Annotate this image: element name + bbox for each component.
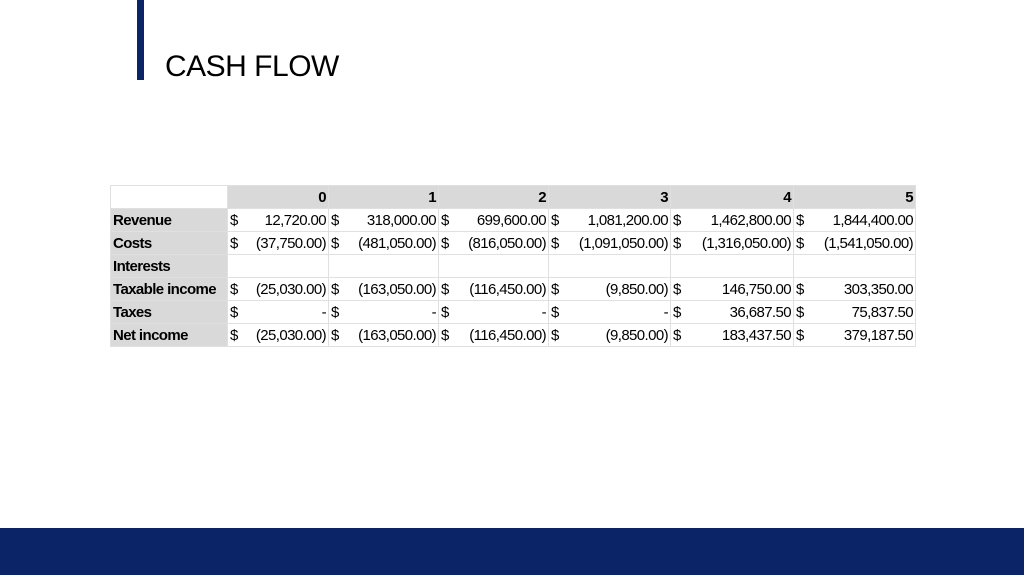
amount-value: 1,462,800.00 — [710, 211, 791, 229]
currency-symbol: $ — [673, 326, 681, 344]
value-cell — [329, 209, 439, 232]
value-cell — [794, 232, 916, 255]
year-header: 1 — [329, 186, 439, 209]
currency-symbol: $ — [331, 234, 339, 252]
table-row — [111, 255, 916, 278]
value-cell — [439, 232, 549, 255]
page-title: CASH FLOW — [165, 50, 339, 83]
amount-value: (1,091,050.00) — [578, 234, 668, 252]
table-corner-cell — [111, 186, 228, 209]
amount-value: (481,050.00) — [358, 234, 436, 252]
currency-symbol: $ — [796, 280, 804, 298]
value-cell — [329, 278, 439, 301]
amount-value: (816,050.00) — [468, 234, 546, 252]
currency-symbol: $ — [673, 280, 681, 298]
value-cell — [329, 232, 439, 255]
table-row — [111, 232, 916, 255]
value-cell — [228, 301, 329, 324]
currency-symbol: $ — [796, 326, 804, 344]
value-cell — [794, 278, 916, 301]
value-cell — [329, 324, 439, 347]
amount-value: (1,316,050.00) — [701, 234, 791, 252]
currency-symbol: $ — [331, 303, 339, 321]
value-cell — [439, 324, 549, 347]
currency-symbol: $ — [551, 326, 559, 344]
value-cell — [228, 255, 329, 278]
table-row — [111, 209, 916, 232]
value-cell — [439, 301, 549, 324]
currency-symbol: $ — [796, 234, 804, 252]
table-row — [111, 301, 916, 324]
row-label: Taxable income — [111, 278, 228, 301]
amount-value: 1,081,200.00 — [587, 211, 668, 229]
value-cell — [228, 232, 329, 255]
amount-value: - — [321, 303, 326, 321]
currency-symbol: $ — [673, 303, 681, 321]
row-label: Interests — [111, 255, 228, 278]
amount-value: 75,837.50 — [851, 303, 913, 321]
value-cell — [671, 324, 794, 347]
currency-symbol: $ — [441, 234, 449, 252]
currency-symbol: $ — [441, 211, 449, 229]
value-cell — [671, 278, 794, 301]
currency-symbol: $ — [673, 211, 681, 229]
amount-value: (163,050.00) — [358, 280, 436, 298]
title-accent-bar — [137, 0, 144, 80]
table-row — [111, 278, 916, 301]
row-label: Taxes — [111, 301, 228, 324]
currency-symbol: $ — [551, 211, 559, 229]
currency-symbol: $ — [796, 303, 804, 321]
value-cell — [439, 278, 549, 301]
table-header-row — [111, 186, 916, 209]
amount-value: 303,350.00 — [843, 280, 913, 298]
currency-symbol: $ — [551, 303, 559, 321]
footer-band — [0, 528, 1024, 575]
currency-symbol: $ — [551, 280, 559, 298]
value-cell — [671, 209, 794, 232]
amount-value: (163,050.00) — [358, 326, 436, 344]
currency-symbol: $ — [441, 326, 449, 344]
currency-symbol: $ — [673, 234, 681, 252]
currency-symbol: $ — [331, 211, 339, 229]
currency-symbol: $ — [230, 234, 238, 252]
currency-symbol: $ — [331, 326, 339, 344]
amount-value: (25,030.00) — [255, 326, 326, 344]
year-header: 0 — [228, 186, 329, 209]
row-label: Net income — [111, 324, 228, 347]
amount-value: (116,450.00) — [469, 280, 546, 298]
currency-symbol: $ — [441, 303, 449, 321]
value-cell — [671, 255, 794, 278]
amount-value: 183,437.50 — [721, 326, 791, 344]
value-cell — [549, 255, 671, 278]
value-cell — [671, 232, 794, 255]
value-cell — [228, 209, 329, 232]
value-cell — [228, 278, 329, 301]
cash-flow-table — [110, 185, 916, 347]
currency-symbol: $ — [230, 211, 238, 229]
currency-symbol: $ — [230, 280, 238, 298]
year-header: 4 — [671, 186, 794, 209]
value-cell — [439, 255, 549, 278]
amount-value: (37,750.00) — [255, 234, 326, 252]
year-header: 2 — [439, 186, 549, 209]
value-cell — [228, 324, 329, 347]
amount-value: 146,750.00 — [721, 280, 791, 298]
value-cell — [794, 324, 916, 347]
amount-value: 699,600.00 — [476, 211, 546, 229]
value-cell — [549, 232, 671, 255]
amount-value: - — [663, 303, 668, 321]
value-cell — [794, 301, 916, 324]
value-cell — [329, 301, 439, 324]
row-label: Costs — [111, 232, 228, 255]
amount-value: (25,030.00) — [255, 280, 326, 298]
value-cell — [329, 255, 439, 278]
currency-symbol: $ — [230, 326, 238, 344]
value-cell — [549, 324, 671, 347]
amount-value: (116,450.00) — [469, 326, 546, 344]
year-header: 3 — [549, 186, 671, 209]
row-label: Revenue — [111, 209, 228, 232]
value-cell — [794, 209, 916, 232]
currency-symbol: $ — [551, 234, 559, 252]
amount-value: 318,000.00 — [366, 211, 436, 229]
value-cell — [549, 301, 671, 324]
amount-value: 1,844,400.00 — [832, 211, 913, 229]
currency-symbol: $ — [796, 211, 804, 229]
value-cell — [439, 209, 549, 232]
table-row — [111, 324, 916, 347]
year-header: 5 — [794, 186, 916, 209]
amount-value: 379,187.50 — [843, 326, 913, 344]
amount-value: (9,850.00) — [605, 280, 668, 298]
amount-value: (1,541,050.00) — [823, 234, 913, 252]
currency-symbol: $ — [331, 280, 339, 298]
amount-value: 36,687.50 — [729, 303, 791, 321]
currency-symbol: $ — [441, 280, 449, 298]
value-cell — [549, 278, 671, 301]
value-cell — [549, 209, 671, 232]
currency-symbol: $ — [230, 303, 238, 321]
value-cell — [794, 255, 916, 278]
amount-value: (9,850.00) — [605, 326, 668, 344]
amount-value: 12,720.00 — [264, 211, 326, 229]
amount-value: - — [431, 303, 436, 321]
amount-value: - — [541, 303, 546, 321]
value-cell — [671, 301, 794, 324]
